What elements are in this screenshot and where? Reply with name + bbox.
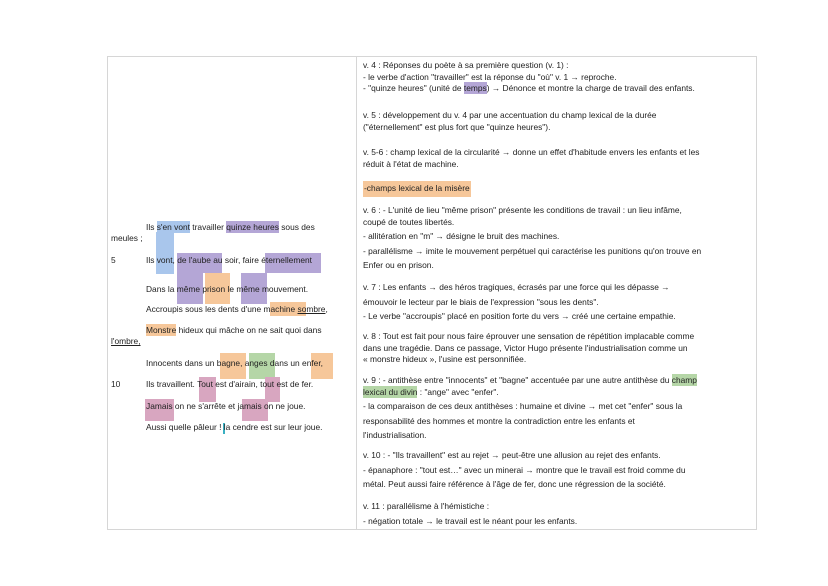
line-number: 5 xyxy=(111,255,116,265)
poem-line: Dans la même prison le même mouvement. xyxy=(146,284,309,294)
note-v9: v. 9 : - antithèse entre "innocents" et "bagne" accentuée par une autre antithèse du champ lexical du divin : "ange" avec "enfer". - la comparaison de ces deux antithèses : humaine et divine → met cet "enfer" sous la responsabilité des hommes et montre la contradiction entre les enfants et l'industrialisation. xyxy=(363,375,697,441)
poem-line: Ils vont, de l'aube au soir, faire éternellement xyxy=(146,255,312,265)
note-misere: -champs lexical de la misère xyxy=(363,181,750,197)
poem-line: Ils s'en vont travailler quinze heures sous des xyxy=(146,222,315,232)
poem-line-continued: l'ombre, xyxy=(111,336,141,346)
poem-line: Ils travaillent. Tout est d'airain, tout est de fer. xyxy=(146,379,314,389)
poem-line: Aussi quelle pâleur ! la cendre est sur leur joue. xyxy=(146,422,323,432)
note-v5-6: v. 5-6 : champ lexical de la circularité → donne un effet d'habitude envers les enfants et les réduit à l'état de machine. xyxy=(363,147,700,169)
poem-line: Jamais on ne s'arrête et jamais on ne joue. xyxy=(146,401,306,411)
note-v8: v. 8 : Tout est fait pour nous faire éprouver une sensation de répétition implacable comme dans une tragédie. Dans ce passage, Victor Hugo présente l'industrialisation comme un « monstre hideux », l'usine est personnifiée. xyxy=(363,331,695,365)
poem-line-continued: meules ; xyxy=(111,233,143,243)
poem-line: Monstre hideux qui mâche on ne sait quoi dans xyxy=(146,325,322,335)
highlight-block xyxy=(156,232,174,274)
poem-line: Innocents dans un bagne, anges dans un enfer, xyxy=(146,358,323,368)
analysis-table xyxy=(107,56,757,530)
poem-column xyxy=(108,57,356,529)
note-v10: v. 10 : - "Ils travaillent" est au rejet → peut-être une allusion au rejet des enfants. - épanaphore : "tout est…" avec un minerai → montre que le travail est froid comme du métal. Peut aussi faire référence à l'âge de fer, donc une régression de la société. xyxy=(363,450,686,490)
poem-line: Accroupis sous les dents d'une machine sombre, xyxy=(146,304,328,314)
line-number: 10 xyxy=(111,379,121,389)
note-v7: v. 7 : Les enfants → des héros tragiques, écrasés par une force qui les dépasse → émouvoir le lecteur par le biais de l'expression "sous les dents". - Le verbe "accroupis" placé en position forte du vers → créé une certaine empathie. xyxy=(363,282,676,322)
note-v5: v. 5 : développement du v. 4 par une accentuation du champ lexical de la durée ("éternellement" est plus fort que "quinze heures"). xyxy=(363,110,657,132)
note-v4: v. 4 : Réponses du poète à sa première question (v. 1) : - le verbe d'action "travailler" est la réponse du "où" v. 1 → reproche. - "quinze heures" (unité de temps) → Dénonce et montre la charge de travail des enfants. xyxy=(363,60,695,94)
analysis-column xyxy=(357,57,756,529)
note-v6: v. 6 : - L'unité de lieu "même prison" présente les conditions de travail : un lieu infâme, coupé de toutes libertés. - allitération en "m" → désigne le bruit des machines. - parallélisme → imite le mouvement perpétuel qui caractérise les punitions qu'on trouve en Enfer ou en prison. xyxy=(363,205,702,271)
note-v11: v. 11 : parallélisme à l'hémistiche : - négation totale → le travail est le néant pour les enfants. xyxy=(363,501,578,526)
